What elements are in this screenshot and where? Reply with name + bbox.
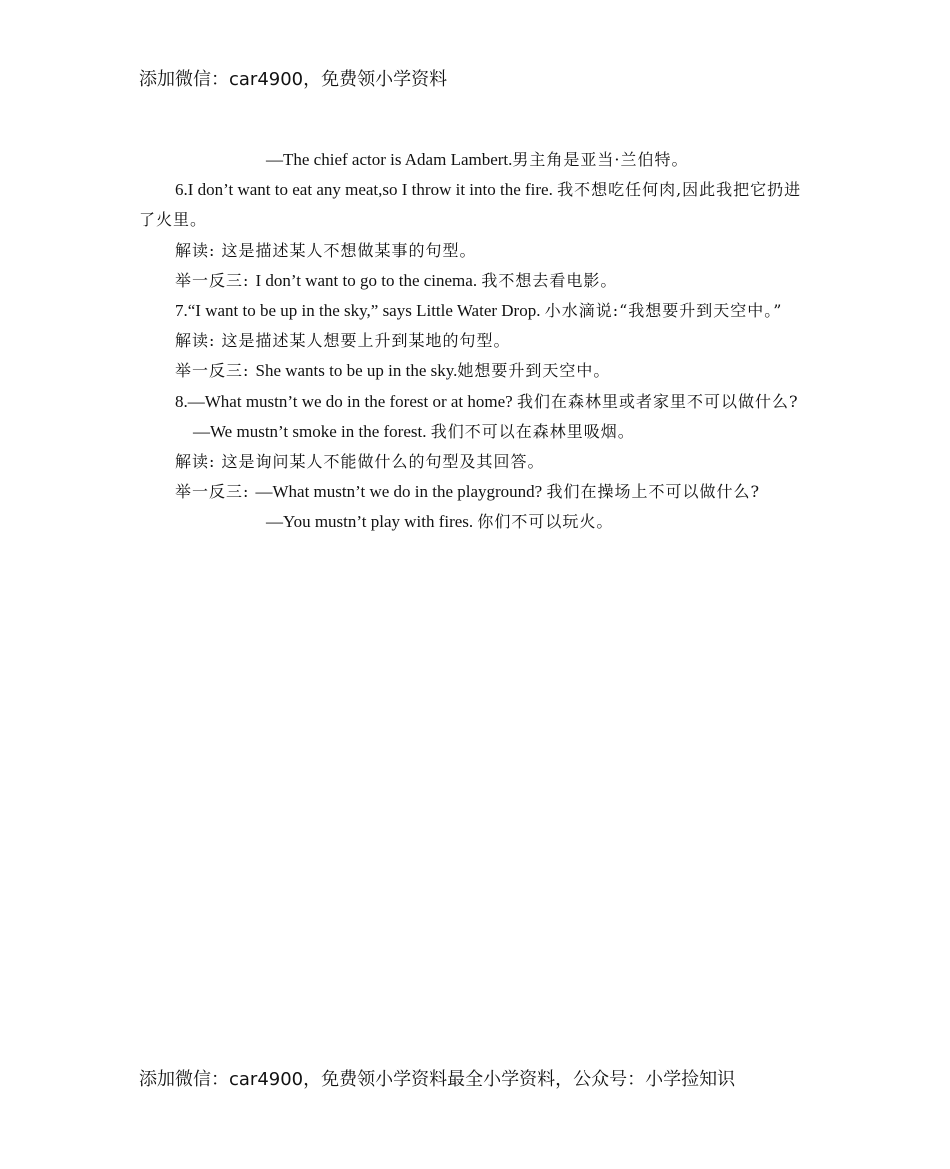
paragraph-7-explanation bbox=[139, 326, 811, 356]
paragraph-en: —You mustn’t play with fires. bbox=[266, 512, 478, 532]
paragraph-cn: 小水滴说:“我想要升到天空中。” bbox=[544, 301, 783, 321]
paragraph-en: —What mustn’t we do in the playground? bbox=[255, 482, 547, 502]
paragraph-6-example bbox=[139, 266, 811, 296]
paragraph-en: —The chief actor is Adam Lambert. bbox=[266, 150, 513, 169]
paragraph-cn: 解读: 这是询问某人不能做什么的句型及其回答。 bbox=[175, 452, 545, 472]
example-label: 举一反三: bbox=[175, 270, 256, 290]
paragraph-cn: 你们不可以玩火。 bbox=[477, 512, 614, 532]
paragraph-en: She wants to be up in the sky. bbox=[255, 361, 458, 381]
paragraph-8-example bbox=[139, 477, 811, 507]
paragraph-en: 6.I don’t want to eat any meat,so I throw it into the fire. bbox=[175, 180, 558, 200]
example-label: 举一反三: bbox=[175, 361, 256, 381]
paragraph-en: —We mustn’t smoke in the forest. bbox=[193, 421, 431, 441]
page-header bbox=[139, 66, 459, 94]
example-label: 举一反三: bbox=[175, 482, 256, 502]
paragraph-en: 7.“I want to be up in the sky,” says Little Water Drop. bbox=[175, 301, 545, 321]
paragraph-en: I don’t want to go to the cinema. bbox=[255, 270, 482, 290]
paragraph-cn: 我不想吃任何肉,因此我把它扔进了火里。 bbox=[139, 180, 802, 230]
paragraph-8 bbox=[139, 387, 811, 417]
paragraph-6-explanation bbox=[139, 236, 811, 266]
paragraph-cn: 解读: 这是描述某人不想做某事的句型。 bbox=[175, 240, 477, 260]
paragraph-cn: 我不想去看电影。 bbox=[481, 270, 618, 290]
document-body bbox=[139, 145, 811, 538]
paragraph-chief-actor bbox=[139, 145, 811, 175]
paragraph-cn: 我们在森林里或者家里不可以做什么? bbox=[516, 391, 799, 411]
footer-text: 添加微信：car4900，免费领小学资料最全小学资料，公众号：小学捡知识 bbox=[139, 1069, 736, 1090]
paragraph-8-answer bbox=[139, 417, 811, 447]
page-footer bbox=[139, 1066, 859, 1094]
paragraph-cn: 男主角是亚当·兰伯特。 bbox=[512, 150, 689, 169]
paragraph-6 bbox=[139, 175, 811, 235]
paragraph-7 bbox=[139, 296, 811, 326]
paragraph-cn: 我们不可以在森林里吸烟。 bbox=[430, 421, 635, 441]
paragraph-8-explanation bbox=[139, 447, 811, 477]
paragraph-cn: 她想要升到天空中。 bbox=[457, 361, 611, 381]
header-text: 添加微信：car4900，免费领小学资料 bbox=[139, 69, 448, 90]
paragraph-7-example bbox=[139, 356, 811, 386]
paragraph-cn: 解读: 这是描述某人想要上升到某地的句型。 bbox=[175, 331, 511, 351]
paragraph-en: 8.—What mustn’t we do in the forest or at home? bbox=[175, 391, 517, 411]
paragraph-cn: 我们在操场上不可以做什么? bbox=[546, 482, 761, 502]
paragraph-8-example-answer bbox=[139, 507, 811, 537]
